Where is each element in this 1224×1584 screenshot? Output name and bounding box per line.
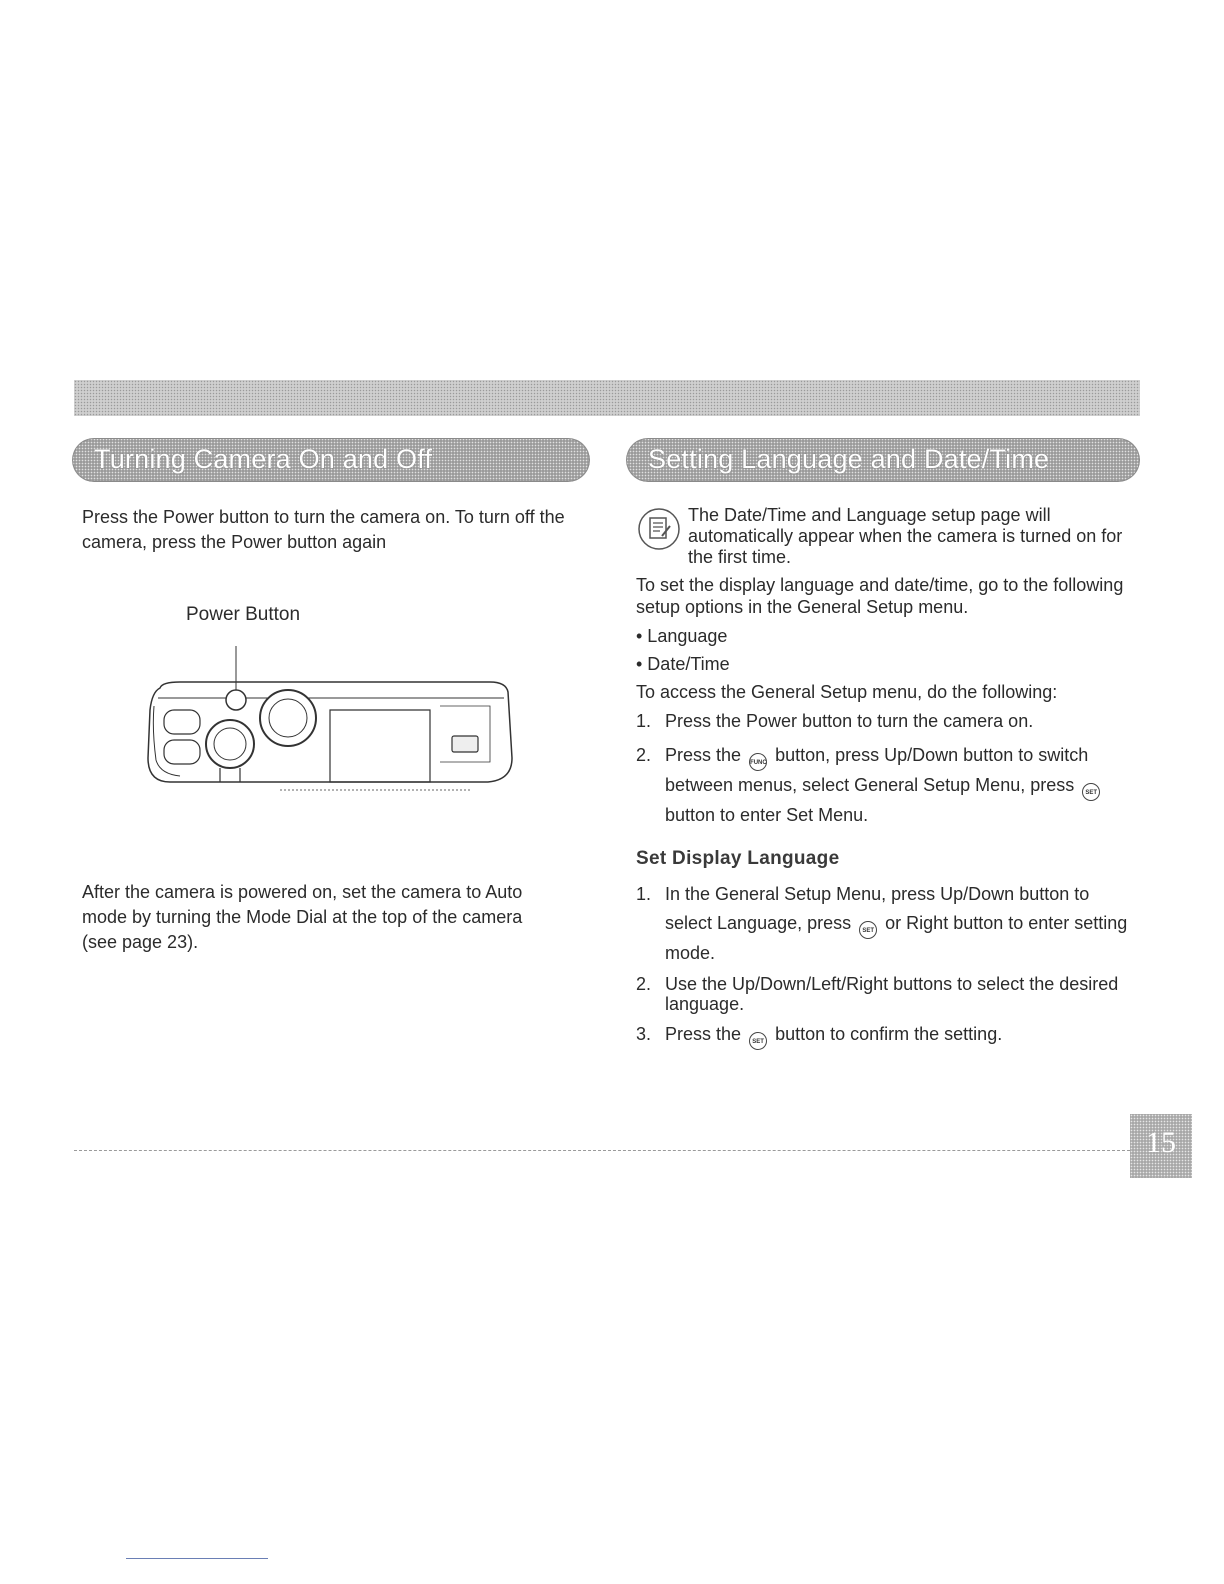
power-button-label: Power Button xyxy=(186,604,301,625)
list-item: 2. Use the Up/Down/Left/Right buttons to select the desired language. xyxy=(636,974,1119,1014)
page-number: 15 xyxy=(1146,1126,1176,1159)
setup-intro: To set the display language and date/time, go to the following setup options in the General Setup menu. xyxy=(636,575,1124,617)
section-heading-right xyxy=(626,438,1140,482)
list-item: 2. Press the FUNC button, press Up/Down button to switch between menus, select General Setup Menu, press SET button to enter Set Menu. xyxy=(636,741,1136,829)
note-text: The Date/Time and Language setup page will automatically appear when the camera is turned on for the first time. xyxy=(688,505,1123,567)
list-item: 1. In the General Setup Menu, press Up/Down button to select Language, press SET or Right button to enter setting mode. xyxy=(636,884,1128,963)
set-button-icon: SET xyxy=(859,921,877,939)
bullet-language: • Language xyxy=(636,626,728,646)
section-title-language: Setting Language and Date/Time xyxy=(648,444,1050,474)
access-steps xyxy=(636,707,1136,835)
list-item: 3. Press the SET button to confirm the setting. xyxy=(636,1020,1136,1050)
set-button-icon: SET xyxy=(1082,783,1100,801)
subheading-display-language: Set Display Language xyxy=(636,848,840,869)
language-steps xyxy=(636,880,1136,1056)
page-number-box xyxy=(1130,1114,1192,1178)
header-band xyxy=(74,380,1140,416)
set-button-icon: SET xyxy=(749,1032,767,1050)
auto-mode-instructions: After the camera is powered on, set the camera to Auto mode by turning the Mode Dial at the top of the camera (see page 23). xyxy=(82,882,523,952)
camera-top-illustration xyxy=(140,640,520,800)
bullet-datetime: • Date/Time xyxy=(636,654,730,674)
footer-underline xyxy=(126,1558,268,1559)
section-title-power: Turning Camera On and Off xyxy=(94,444,433,474)
func-button-icon: FUNC xyxy=(749,753,767,771)
access-intro: To access the General Setup menu, do the following: xyxy=(636,682,1058,702)
power-instructions: Press the Power button to turn the camera on. To turn off the camera, press the Power button again xyxy=(82,507,565,552)
section-heading-left xyxy=(72,438,590,482)
note-icon xyxy=(636,506,682,552)
list-item: 1. Press the Power button to turn the camera on. xyxy=(636,711,1034,731)
footer-rule xyxy=(74,1150,1130,1151)
